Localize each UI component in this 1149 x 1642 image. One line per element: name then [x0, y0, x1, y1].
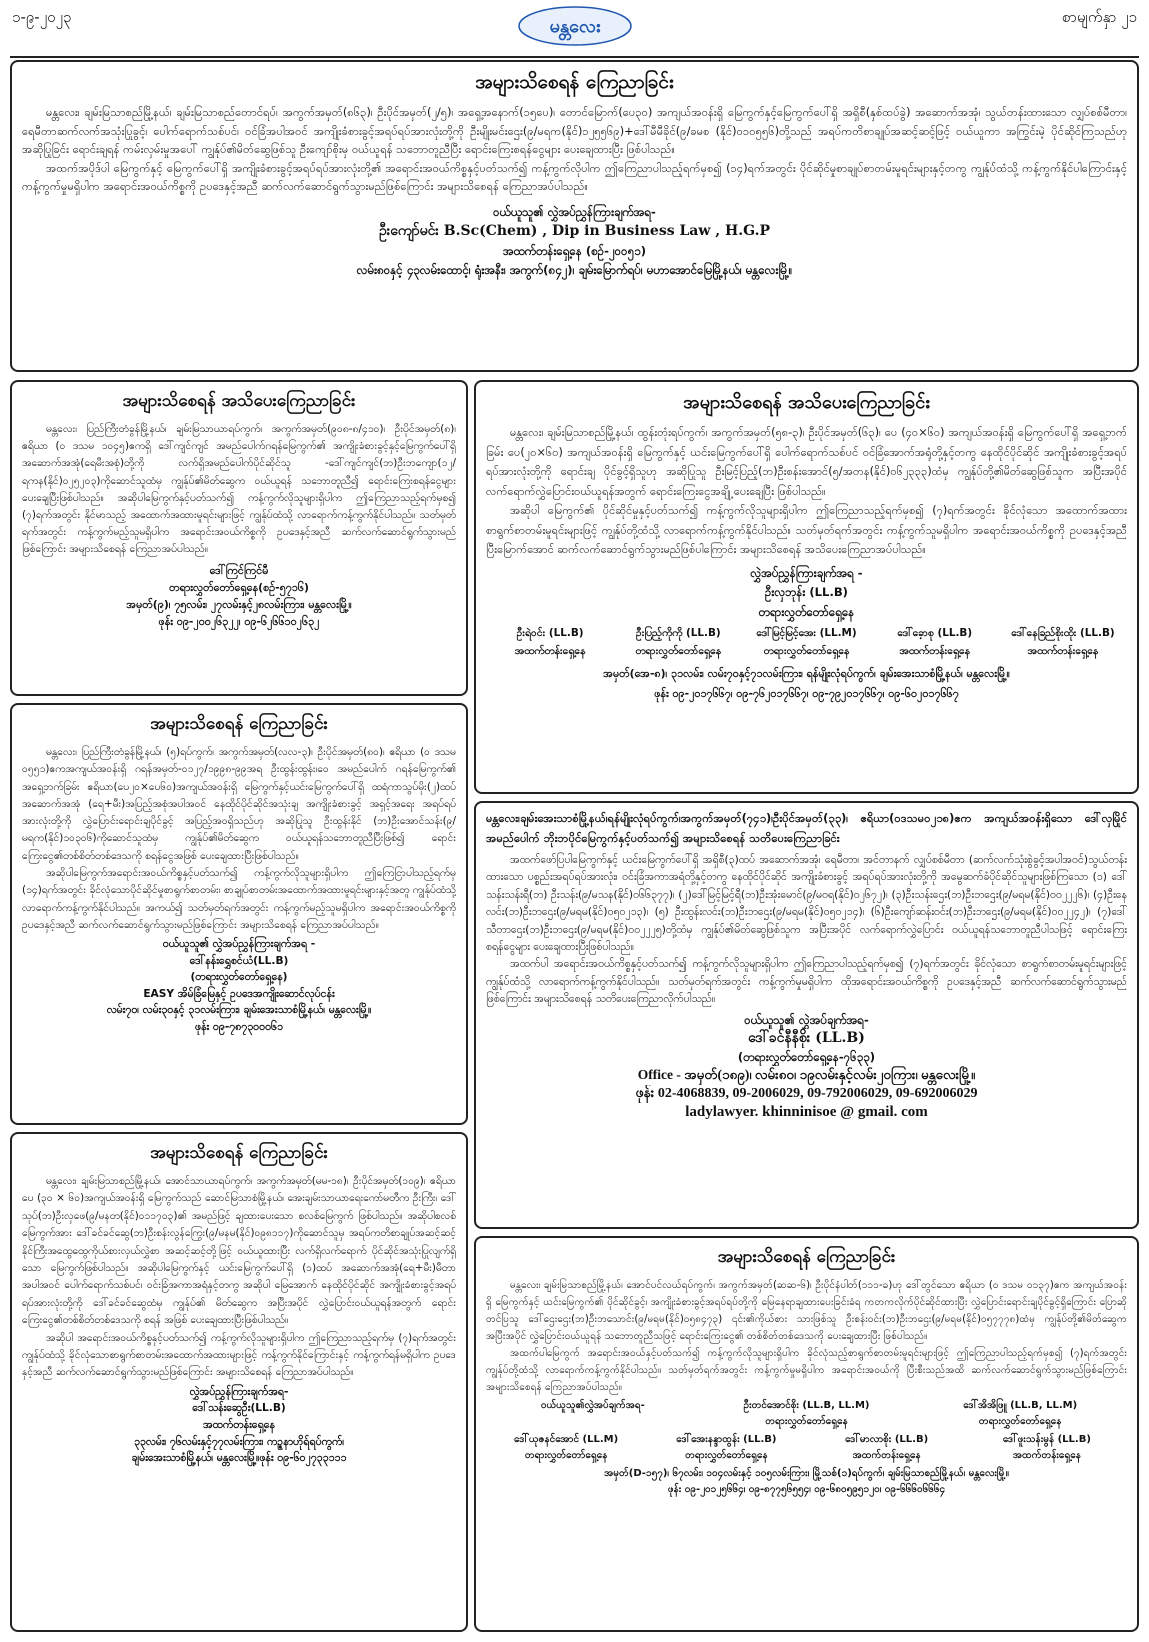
notice-paragraph: အထက်အပိုဒ်ပါ မြေကွက်နှင့် မြေကွက်ပေါ်ရှိ အကျိုးခံစားခွင့်အရပ်ရပ်အားလုံးတို့၏ အရောင်းအဝယ်ကိစ္စနှင့်ပတ်သက်၍ ကန့်ကွက်လိုပါက ဤကြေညာပါသည့်ရက်မှစ၍ (၁၄)ရက်အတွင်း ပိုင်ဆိုင်မှုစာချုပ်စာတမ်းမူရင်းများနှင့်တကွ ကျွန်ုပ်ထံသို့ ကန့်ကွက်နိုင်ပါကြောင်းနှင့် ကန့်ကွက်မှုမရှိပါက အရောင်းအဝယ်ကိစ္စကို ဥပဒေနှင့်အညီ ဆက်လက်ဆောင်ရွက်သွားမည်ဖြစ်ကြောင်း အများသိစေရန် ကြေညာအပ်ပါသည်။ — [22, 161, 1127, 194]
signature-line: လွှဲအပ်ညွှန်ကြားချက်အရ- — [189, 1385, 289, 1398]
notice-box-7 — [10, 1132, 468, 1632]
notice-paragraph: အထက်ဖော်ပြပါမြေကွက်နှင့် ယင်းမြေကွက်ပေါ်ရှိ အရှိစီ(၃)ထပ် အဆောက်အအုံ၊ ရေမီတာ၊ အင်တာနက် လျှပ်စစ်မီတာ (ဆက်လက်သုံးစွဲခွင့်အပါအဝင်)သွယ်တန်းထားသော ပစ္စည်းအရပ်ရပ်အားလုံး၊ ဝင်းခြံအကာအရံတို့နှင့်တကွ နေထိုင်ပိုင်ဆိုင် အကျိုးခံစားခွင့် အရပ်ရပ်အားလုံးတို့ကို အမွေဆက်ခံပိုင်ဆိုင်သူများဖြစ်ကြသော (၁) ဒေါ်သန်းသန်းရီ(ဘ) ဦးသန်း(၉/မသန(နိုင်)၀၆၆၃၇၇)၊ (၂)ဒေါ်မြင့်မြင့်ရီ(ဘ)ဦးအုံးမောင်(၉/မဝရ(နိုင်)၀၂၆၇၂)၊ (၃)ဦးသန်းဌေး(ဘ)ဦးဘဌေး(၉/မရမ(နိုင်)၀၀၂၂၂၆)၊ (၄)ဦးနေလင်း(ဘ)ဦးဘဌေး(၉/မရမ(နိုင်)၀၅၀၂၁၃)၊ (၅) ဦးထွန်းလင်း(ဘ)ဦးဘဌေး(၉/မရမ(နိုင်)၀၅၀၂၁၄)၊ (၆)ဦးကျော်ဆန်းဝင်း(ဘ)ဦးဘဌေး(၉/မရမ(နိုင်)၀၀၂၂၄၂)၊ (၇)ဒေါ်သီတာဌေး(ဘ)ဦးဘဌေး(၉/မရမ(နိုင်)၀၀၂၂၂၅)တို့ထံမှ ကျွန်ုပ်၏မိတ်ဆွေဖြစ်သူက အပြီးအပိုင် လက်ရောက်လွှဲပြောင်း ဝယ်ယူရန်သဘောတူညီပါသဖြင့် ရောင်းကြေးစရန်ငွေများ ပေးချေထားပြီးဖြစ်ပါသည်။ — [486, 854, 1127, 954]
notice-title: အများသိစေရန် ကြေညာခြင်း — [150, 1143, 328, 1163]
notice-paragraph: မန္တလေး၊ ချမ်းမြသာစည်မြို့နယ်၊ ချမ်းမြသာစည်တောင်ရပ်၊ အကွက်အမှတ်(၈၆၃)၊ ဦးပိုင်အမှတ်(၂/၅)၊ အရှေ့အနောက်(၁၅ပေ)၊ တောင်မြောက်(ပေ၃၀) အကျယ်အဝန်းရှိ မြေကွက်နှင့်မြေကွက်ပေါ်ရှိ အရှိစီ(နှစ်ထပ်ခွဲ) အဆောက်အအုံ၊ သွယ်တန်းထားသော လျှပ်စစ်မီတာ၊ ရေမီတာဆက်လက်အသုံးပြုခွင့်၊ ပေါက်ရောက်သစ်ပင်၊ ဝင်ခြံအပါအဝင် အကျိုးခံစားခွင့်အရပ်ရပ်အားလုံးတို့ကို ဦးမျိုးမင်းဌေး(၉/မရက(နိုင်)၁၂၅၅၆၉)+ဒေါ်မီမီခိုင်(၉/ခမစ (နိုင်)၀၁၀၅၅၆)တို့သည် အရပ်ကတိစာချုပ်အဆင့်ဆင့်ဖြင့် ဝယ်ယူကာ အကြွင်းမဲ့ ပိုင်ဆိုင်ကြသည်ဟု အဆိုပြုခြင်း ရောင်းချရန် ကမ်းလှမ်းမှုအပေါ် ကျွန်ုပ်၏မိတ်ဆွေဖြစ်သူ ဦးကျော်စိုးမှ ဝယ်ယူရန် သဘောတူညီပြီး ရောင်းကြေးစရန်ငွေများ ပေးချေထားပြီး ဖြစ်ပါသည်။ — [22, 106, 1127, 157]
lawyer-role: တရားလွှတ်တော်ရှေ့နေ — [978, 1416, 1062, 1427]
lawyer-entry — [871, 624, 999, 660]
lawyer-role: အထက်တန်းရှေ့နေ — [1027, 645, 1099, 657]
issue-date: ၁-၉-၂၀၂၃ — [12, 8, 72, 26]
lawyer-entry — [486, 624, 614, 660]
lawyer-phone: ဖုန်း ၀၉-၂၀၁၂၅၆၆၄၊ ၀၉-၈၇၇၅၆၅၅၄၊ ၀၉-၆၈၀၅၉၅၁၂၀၊ ၀၉-၆၆၆၀၆၆၆၄ — [667, 1484, 946, 1495]
lawyer-entry — [486, 1432, 646, 1464]
signature-line: ဝယ်ယူသူ၏ လွှဲအပ်ညွှန်ကြားချက်အရ - — [162, 938, 316, 951]
notice-paragraph: မန္တလေး၊ ချမ်းမြသာစည်မြို့နယ်၊ အောင်ပင်လယ်ရပ်ကွက်၊ အကွက်အမှတ်(ဆဆ-၆)၊ ဦးပိုင်နံပါတ်(၁၁၁-ခ)ဟု ဒေါ်တွင်သော ဧရိယာ (၀ ဒသမ ၀၁၃၇)ဧက အကျယ်အဝန်းရှိ မြေကွက်နှင့် ယင်းမြေကွက်၏ ပိုင်ဆိုင်ခွင့်၊ အကျိုးခံစားခွင့်အရပ်ရပ်တို့ကို မြေနေရာချထားပေးခြင်းခံရ ကတကလိုက်ပိုင်ဆိုင်ထားပြီး လွှဲပြောင်းရောင်းချပိုင်ခွင့်ရှိကြောင်း ပြောဆိုတင်ပြသူ ဒေါ်ဌေးဌေး(ဘ)ဦးဘသောင်း(၉/မရမ(နိုင်)၀၅၈၄၇၃) ၎င်း၏ကိုယ်စား သားဖြစ်သူ ဦးစန်းဝင်း(ဘ)ဦးဘဌေး(၉/မရမ(နိုင်)၀၅၇၇၇၈)ထံမှ ကျွန်ုပ်တို့၏မိတ်ဆွေက အပြီးအပိုင် လွှဲပြောင်းဝယ်ယူရန် သဘောတူညီသဖြင့် ရောင်းကြေးငွေ၏ တစ်စိတ်တစ်ဒေသကို ပေးချေထားပြီး ဖြစ်ပါသည်။ — [486, 1280, 1127, 1342]
lawyer-list — [486, 1398, 1127, 1430]
lawyer-address: အမှတ်(အေ-၈)၊ ၃၁လမ်း၊ လမ်း၇၀နှင့်၇၁လမ်းကြား၊ ရန်မျိုးလုံရပ်ကွက်၊ ချမ်းအေးသာစံမြို့နယ်၊ မန္တလေးမြို့။ — [603, 667, 1010, 680]
lawyer-address: အမှတ်(D-၁၅၇)၊ ၆၇လမ်း၊ ၁၀၄လမ်းနှင့် ၁၀၅လမ်းကြား၊ မြို့သစ်(၁)ရပ်ကွက်၊ ချမ်းမြသာစည်မြို့နယ်၊ မန္တလေးမြို့။ — [604, 1468, 1009, 1479]
lawyer-name: ဒေါ်မြင့်မြင့်အေး (LL.M) — [756, 627, 857, 639]
notice-signature-tail — [486, 664, 1127, 703]
signature-line: တရားလွှတ်တော်ရှေ့နေ(စဉ်-၅၇၁၆) — [169, 580, 309, 594]
lawyer-name: ဒေါ်ခေ့ာစု (LL.B) — [897, 627, 973, 639]
notice-title: အများသိစေရန် ကြေညာခြင်း — [150, 714, 328, 734]
notice-body — [22, 104, 1127, 197]
lawyer-role: တရားလွှတ်တော်ရှေ့နေ — [685, 1450, 768, 1461]
notice-box-3 — [474, 380, 1139, 794]
notice-signature — [22, 562, 456, 630]
notice-body — [22, 421, 456, 559]
lawyer-entry — [742, 624, 870, 660]
lawyer-entry — [807, 1432, 967, 1464]
lawyer-phone: ဖုန်း ၀၉-၂၀၀၂၆၃၂၂၊ ၀၉-၆၂၆၆၁၀၂၆၃၂ — [158, 614, 320, 628]
lawyer-list — [486, 624, 1127, 660]
notice-paragraph: အထက်ပါမြေကွက် အရောင်းအဝယ်နှင့်ပတ်သက်၍ ကန့်ကွက်လိုသူများရှိပါက ခိုင်လုံသည့်စာရွက်စာတမ်းမူရင်းများဖြင့် ဤကြေညာပါသည့်ရက်မှစ၍ (၇)ရက်အတွင်း ကျွန်ုပ်တို့ထံသို့ လာရောက်ကန့်ကွက်နိုင်ပါသည်။ သတ်မှတ်ရက်အတွင်း ကန့်ကွက်မှုမရှိပါက အရောင်းအဝယ်ကို ပြီးစီးသည်အထိ ဆက်လက်ဆောင်ရွက်သွားမည်ဖြစ်ကြောင်း အများသိစေရန် ကြေညာအပ်ပါသည်။ — [486, 1348, 1127, 1393]
lawyer-name: ဦးလှဘုန်း (LL.B) — [764, 585, 848, 599]
lawyer-name: ဒေါ်ကြင်ကြင်မီ — [209, 563, 269, 577]
signature-line: လွှဲအပ်ညွှန်ကြားချက်အရ - — [750, 565, 863, 580]
lawyer-name: ဒေါ်အိအိဖြူ (LL.B, LL.M) — [963, 1400, 1078, 1411]
lawyer-phone: ချမ်းအေးသာစံမြို့နယ်၊ မန္တလေးမြို့။ဖုန်း ၀၉-၆၀၂၇၃၃၁၁၁ — [131, 1452, 347, 1465]
signature-line: အထက်တန်းရှေ့နေ — [202, 1419, 276, 1432]
lawyer-name: ဒေါ်နေခြည်စိုးထိုး (LL.B) — [1011, 627, 1115, 639]
notice-title: အများသိစေရန် ကြေညာခြင်း — [475, 71, 674, 93]
notice-title: မန္တလေး၊ချမ်းအေးသာစံမြို့နယ်၊ရန်မျိုးလုံရပ်ကွက်၊အကွက်အမှတ်(၇၄၁)၊ဦးပိုင်အမှတ်(၃၃)၊ ဧရိယာ(၀ဒသမ၀၂၁၈)ဧက အကျယ်အဝန်းရှိသော ဒေါ်လှမြိုင် အမည်ပေါက် ဘိုးဘပိုင်မြေကွက်နှင့်ပတ်သက်၍ အများသိစေရန် သတိပေးကြေညာခြင်း — [486, 811, 1127, 845]
lawyer-entry — [967, 1432, 1127, 1464]
lawyer-name: ဒေါ်နန်းရွှေစင်ယံ(LL.B) — [189, 954, 289, 967]
lawyer-entry — [614, 624, 742, 660]
lawyer-address: Office - အမှတ်(၁၈၉)၊ လမ်း၈၀၊ ၁၉လမ်းနှင့်လမ်း၂၀ကြား၊ မန္တလေးမြို့။ — [637, 1067, 976, 1083]
notice-body — [486, 852, 1127, 1009]
lawyer-name: ဦးကျော်မင်း B.Sc(Chem) , Dip in Business Law , H.G.P — [378, 223, 770, 240]
lawyer-address: လမ်း၇၀၊ လမ်း၃၀နှင့် ၃၁လမ်းကြား၊ ချမ်းအေးသာစံမြို့နယ်၊ မန္တလေးမြို့။ — [106, 1004, 372, 1017]
signature-line: ဝယ်ယူသူ၏ လွှဲအပ်ညွှန်ကြားချက်အရ- — [493, 204, 656, 219]
signature-line: တရားလွှတ်တော်ရှေ့နေ — [758, 604, 855, 619]
notice-paragraph: မန္တလေး၊ ချမ်းမြသာစည်မြို့နယ်၊ အောင်သာယာရပ်ကွက်၊ အကွက်အမှတ်(မမ-၁၈)၊ ဦးပိုင်အမှတ်(၁၀၉)၊ ဧရိယာ ပေ (၃၀ × ၆၀)အကျယ်အဝန်းရှိ မြေကွက်သည် ဆောင်မြသာစံမြို့နယ်၊ အေးချမ်းသာယာရေးကော်မတီက ဦးကြီး၊ ဒေါ်သုပ်(ဘ)ဦးလှဖေ(၉/မနတ(နိုင်)၀၁၁၇၀၃)၏ အမည်ဖြင့် ချထားပေးသော စလစ်မြေကွက် ဖြစ်ပါသည်။ အဆိုပါစလစ်မြေကွက်အား ဒေါ်ခင်ခင်ဆွေ(ဘ)ဦးစန်းလွန်ကြွေး(၉/မနမ(နိုင်)၀၉၈၁၁၇)ကိုဆောင်သူမှ အရပ်ကတိစာချုပ်အဆင့်ဆင့် နိုင်ကြီးအထွေထွေကိုယ်စားလှယ်လွှဲစာ အဆင့်ဆင့်တို့ဖြင့် ဝယ်ယူထားပြီး လက်ရှိလက်ရောက် ပိုင်ဆိုင်အသုံးပြုလျက်ရှိသော မြေကွက်ဖြစ်ပါသည်။ အဆိုပါမြေကွက်နှင့် ယင်းမြေကွက်ပေါ်ရှိ (၁)ထပ် အဆောက်အအုံ(ရေ+မီး)မီတာအပါအဝင် ပေါက်ရောက်သစ်ပင်၊ ဝင်းခြံအကာအရံနှင့်တကွ အဆိုပါ မြေအောက် နေထိုင်ပိုင်ဆိုင် အကျိုးခံစားခွင့်အရပ်ရပ်အားလုံးတို့ကို ဒေါ်ခင်ခင်ဆွေထံမှ ကျွန်ုပ်၏ မိတ်ဆွေက အပြီးအပိုင် လွှဲပြောင်းဝယ်ယူရန်အတွက် ရောင်းကြေးငွေ၏တစ်စိတ်တစ်ဒေသကို စရန် အဖြစ် ပေးချေထားပြီးဖြစ်ပါသည်။ — [22, 1175, 456, 1327]
notice-signature — [22, 936, 456, 1035]
notice-box-1 — [10, 60, 1139, 372]
lawyer-role: အထက်တန်းရှေ့နေ — [899, 645, 971, 657]
notice-signature — [486, 564, 1127, 623]
signature-line: (တရားလွှတ်တော်ရှေ့နေ-၇၆၃၃) — [737, 1049, 876, 1064]
notice-signature-tail — [486, 1466, 1127, 1498]
signature-line: ဝယ်ယူသူ၏လွှဲအပ်ချက်အရ- — [540, 1400, 645, 1411]
business-name: EASY အိမ်ခြံမြေနှင့် ဥပဒေအကျိုးဆောင်လုပ်ငန်း — [143, 987, 335, 1000]
notice-signature — [22, 1384, 456, 1467]
lawyer-address: အမှတ်(၉)၊ ၇၅လမ်း၊ ၂၇လမ်းနှင့်၂၈လမ်းကြား၊ မန္တလေးမြို့။ — [126, 597, 352, 611]
newspaper-logo — [515, 2, 635, 48]
lawyer-name: ဒေါ်ခင်နီနီစိုး (LL.B) — [748, 1030, 865, 1047]
lawyer-role: တရားလွှတ်တော်ရှေ့နေ — [635, 645, 722, 657]
lawyer-entry — [999, 624, 1127, 660]
notice-signature — [22, 203, 1127, 281]
notice-body — [22, 744, 456, 934]
notice-signature — [486, 1011, 1127, 1122]
lawyer-phone: ဖုန်း ၀၉-၇၈၇၃၀၀၀၆၁ — [195, 1020, 283, 1033]
svg-text:မန္တလေး: မန္တလေး — [549, 16, 601, 37]
page-header — [10, 0, 1139, 58]
lawyer-phone: ဖုန်း 02-4068839, 09-2006029, 09-792006029, 09-692006029 — [635, 1085, 978, 1101]
notice-paragraph: မန္တလေး၊ ချမ်းမြသာစည်မြို့နယ်၊ ထွန်းတုံးရပ်ကွက်၊ အကွက်အမှတ်(၅၈-၃)၊ ဦးပိုင်အမှတ်(၆၃)၊ ပေ (၄၀×၆၀) အကျယ်အဝန်းရှိ မြေကွက်ပေါ်ရှိ အရှေ့ဘက်ခြမ်း ပေ(၂၀×၆၀) အကျယ်အဝန်းရှိ မြေကွက်နှင့် ယင်းမြေကွက်ပေါ်ရှိ ပေါက်ရောက်သစ်ပင် ဝင်ခြံအောက်အရုံတို့နှင့်တကွ နေထိုင်ပိုင်ဆိုင် အကျိုးခံစားခွင့်အရပ်ရပ်အားလုံးတို့ကို ရောင်းချ ပိုင်ခွင့်ရှိသူဟု အဆိုပြုသူ ဦးမြင့်ပြည့်(ဘ)ဦးစန်းအောင်(၅/အတန(နိုင်)၀၆၂၃၃၃)ထံမှ ကျွန်ုပ်တို့၏မိတ်ဆွေဖြစ်သူက အပြီးအပိုင် လက်ရောက်လွှဲပြောင်းဝယ်ယူရန်အတွက် ရောင်းကြေးငွေအချို့ ပေးချေပြီး ဖြစ်ပါသည်။ — [486, 426, 1127, 498]
page-number: စာမျက်နှာ ၂၁ — [1062, 8, 1137, 26]
lawyer-phone: ဖုန်း ၀၉-၂၀၁၇၆၆၇၊ ၀၉-၇၆၂၀၁၇၆၆၇၊ ၀၉-၇၉၂၀၁၇၆၆၇၊ ၀၉-၆၀၂၀၁၇၆၆၇ — [654, 686, 959, 700]
notice-body — [486, 1277, 1127, 1396]
lawyer-name: ဒေါ်ယုဇနင်အောင် (LL.M) — [514, 1434, 619, 1445]
notice-paragraph: မန္တလေး၊ ပြည်ကြီးတံခွန်မြို့နယ်၊ ချမ်းမြသာယာရပ်ကွက်၊ အကွက်အမှတ်(၉၀၈-၈/၄၁၀)၊ ဦးပိုင်အမှတ်(၈)၊ ဧရိယာ (၀ ဒသမ ၁၀၄၅)ဧကရှိ ဒေါ်ကျင်ကျင် အမည်ပေါက်ဂရန်မြေကွက်၏ အကျိုးခံစားခွင့်နှင့်မြေကွက်ပေါ်ရှိ အဆောက်အအုံ(ရေမီးအစုံ)တို့ကို လက်ရှိအမည်ပေါက်ပိုင်ဆိုင်သူ -ဒေါ်ကျင်ကျင်(ဘ)ဦးဘကျော(၁၂/ရကန(နိုင်)၀၂၅၂၀၃)ကိုဆောင်သူထံမှ ကျွန်ုပ်၏မိတ်ဆွေက ဝယ်ယူရန် သဘောတူညီ၍ ရောင်းကြေးစရန်ငွေများ ပေးချေပြီးဖြစ်ပါသည်။ အဆိုပါမြေကွက်နှင့်ပတ်သက်၍ ကန့်ကွက်လိုသူများရှိပါက ဤကြေညာသည့်ရက်မှစ၍ (၇)ရက်အတွင်း နိုင်မာသည့် အထောက်အထားမူရင်းများဖြင့် ကျွန်ုပ်ထံသို့ လာရောက်ကန့်ကွက်နိုင်ပါသည်။ သတ်မှတ်ရက်အတွင်း ကန့်ကွက်မည့်သူမရှိပါက အရောင်းအဝယ်ကိစ္စကို ဥပဒေနှင့်အညီ ဆက်လက်ဆောင်ရွက်သွားမည်ဖြစ်ကြောင်း အများသိစေရန် ကြေညာအပ်ပါသည်။ — [22, 423, 456, 556]
lawyer-name: ဦးရဲဝင်း (LL.B) — [516, 627, 584, 639]
lawyer-list — [486, 1432, 1127, 1464]
lawyer-name: ဒေါ်မာလာစိုး (LL.B) — [845, 1434, 929, 1445]
lawyer-name: ဦးပြည့်ကိုကို (LL.B) — [635, 627, 721, 639]
lawyer-name: ဒေါ်အေးနန္ဒာထွန်း (LL.B) — [676, 1434, 777, 1445]
notice-body — [22, 1173, 456, 1382]
notice-paragraph: အဆိုပါမြေကွက်အရောင်းအဝယ်ကိစ္စနှင့်ပတ်သက်၍ ကန့်ကွက်လိုသူများရှိပါက ဤကြေငြာပါသည့်ရက်မှ (၁၄)ရက်အတွင်း ခိုင်လုံသောပိုင်ဆိုင်မှုစာရွက်စာတမ်း၊ စာချုပ်စာတမ်းအထောက်အထားမူရင်းများနှင့်အတူ ကျွန်ုပ်ထံသို့ လာရောက်ကန့်ကွက်နိုင်ပါသည်။ အကယ်၍ သတ်မှတ်ရက်အတွင်း ကန့်ကွက်မည့်သူမရှိပါက အရောင်းအဝယ်ကိစ္စကို ဥပဒေနှင့်အညီ ဆက်လက်ဆောင်ရွက်သွားမည်ဖြစ်ကြောင်း အများသိစေရန် ကြေညာအပ်ပါသည်။ — [22, 867, 456, 931]
signature-line: (တရားလွှတ်တော်ရှေ့နေ) — [190, 971, 288, 984]
notice-title: အများသိစေရန် အသိပေးကြေညာခြင်း — [683, 392, 930, 413]
lawyer-role: အထက်တန်းရှေ့နေ — [514, 645, 586, 657]
notice-paragraph: မန္တလေး၊ ပြည်ကြီးတံခွန်မြို့နယ်၊ (၅)ရပ်ကွက်၊ အကွက်အမှတ်(လလ-၃)၊ ဦးပိုင်အမှတ်(၈၀)၊ ဧရိယာ (၀ ဒသမ ၀၅၅၁)ဧကအကျယ်အဝန်းရှိ ဂရန်အမှတ်-၀၁၂၇/၁၉၉၈-၉၉အရ ဦးထွန်းထွန်း၊ဝေ အမည်ပေါက် ဂရန်မြေကွက်၏ အရှေ့ဘက်ခြမ်း ဧရိယာ(ပေ၂၀×ပေ၆၀)အကျယ်အဝန်းရှိ မြေကွက်နှင့်ယင်းမြေကွက်ပေါ်ရှိ ထရံကာသွပ်မိုး(၂)ထပ် အဆောက်အအုံ (ရေ+မီး)အပြည့်အစုံအပါအဝင် နေထိုင်ပိုင်ဆိုင်အသုံးချ အကျိုးခံစားခွင့် အရှင့်အရေး အရပ်ရပ်အားလုံးတို့ကို လွှဲပြောင်းရောင်းချပိုင်ခွင့် အပြည့်အဝရှိသည်ဟု အဆိုပြုသူ ဦးထွန်းနိုင် (ဘ)ဦးအောင်သန်း(၉/မရက(နိုင်)၁၀၃၀၆)ကိုဆောင်သူထံမှ ကျွန်ုပ်၏မိတ်ဆွေက ဝယ်ယူရန်သဘောတူညီပြီးဖြစ်၍ ရောင်းကြေးငွေ၏တစ်စိတ်တစ်ဒေသကို စရန်ငွေအဖြစ် ပေးချေထားပြီးဖြစ်ပါသည်။ — [22, 746, 456, 862]
notice-box-4 — [10, 703, 468, 1125]
lawyer-role: တရားလွှတ်တော်ရှေ့နေ — [763, 645, 850, 657]
lawyer-entry — [486, 1398, 700, 1430]
notice-title: အများသိစေရန် အသိပေးကြေညာခြင်း — [122, 391, 356, 411]
notice-title: အများသိစေရန် ကြေညာခြင်း — [717, 1247, 896, 1267]
lawyer-email: ladylawyer. khinninisoe @ gmail. com — [685, 1104, 928, 1121]
signature-line: အထက်တန်းရှေ့နေ (စဉ်-၂၀၀၅၁) — [502, 243, 647, 258]
lawyer-name: ဦးတင်အောင်စိုး (LL.B, LL.M) — [743, 1400, 870, 1411]
notice-box-5 — [474, 801, 1139, 1229]
notice-paragraph: အထက်ပါ အရောင်းအဝယ်ကိစ္စနှင့်ပတ်သက်၍ ကန့်ကွက်လိုသူများရှိပါက ဤကြေညာပါသည့်ရက်မှစ၍ (၇)ရက်အတွင်း ခိုင်လုံသော စာရွက်စာတမ်းမူရင်းများဖြင့် ကျွန်ုပ်ထံသို့ လာရောက်ကန့်ကွက်နိုင်ပါသည်။ သတ်မှတ်ရက်အတွင်း ကန့်ကွက်မှုမရှိပါက ထိုအရောင်းအဝယ်ကိစ္စကို ဥပဒေနှင့်အညီ ဆက်လက်ဆောင်ရွက်သွားမည်ဖြစ်ကြောင်း အများသိစေရန် သတိပေးကြေညာလိုက်ပါသည်။ — [486, 958, 1127, 1006]
notice-paragraph: အဆိုပါ အရောင်းအဝယ်ကိစ္စနှင့်ပတ်သက်၍ ကန့်ကွက်လိုသူများရှိပါက ဤကြေညာသည့်ရက်မှ (၇)ရက်အတွင်း ကျွန်ုပ်ထံသို့ ခိုင်လုံသောစာရွက်စာတမ်းအထောက်အထားများဖြင့် ကန့်ကွက်နိုင်ကြောင်းနှင့် ကန့်ကွက်ရန်မရှိပါက ဥပဒေနှင့်အညီ ဆက်လက်ဆောင်ရွက်သွားမည်ဖြစ်ကြောင်း အများသိစေရန် ကြေညာအပ်ပါသည်။ — [22, 1331, 456, 1379]
lawyer-address: ၃၃လမ်း၊ ၇၆လမ်းနှင့်၇၇လမ်းကြား၊ ကဥ္စနာဟိုရ်ရပ်ကွက်၊ — [133, 1435, 345, 1448]
lawyer-entry — [913, 1398, 1127, 1430]
signature-line: ဝယ်ယူသူ၏ လွှဲအပ်ချက်အရ- — [744, 1012, 869, 1027]
lawyer-role: တရားလွှတ်တော်ရှေ့နေ — [524, 1450, 608, 1461]
lawyer-entry — [646, 1432, 806, 1464]
notice-body — [486, 423, 1127, 560]
lawyer-entry — [700, 1398, 914, 1430]
notice-box-6 — [474, 1236, 1139, 1632]
lawyer-role: အထက်တန်းရှေ့နေ — [852, 1450, 921, 1461]
lawyer-role: တရားလွှတ်တော်ရှေ့နေ — [765, 1416, 848, 1427]
lawyer-name: ဒေါ်ဖူးသန်းမွန် (LL.B) — [1002, 1434, 1091, 1445]
lawyer-role: အထက်တန်းရှေ့နေ — [1012, 1450, 1081, 1461]
lawyer-address: လမ်း၈၀နှင့် ၄၃လမ်းထောင့်၊ ရုံးအနီး၊ အကွက်(၈၄၂)၊ ချမ်းမြောက်ရပ်၊ မဟာအောင်မြေမြို့နယ်၊ မန္တလေးမြို့။ — [356, 263, 793, 278]
lawyer-name: ဒေါ်သန်းဆွေဦး(LL.B) — [192, 1402, 286, 1415]
notice-box-2 — [10, 380, 468, 696]
notice-paragraph: အဆိုပါ မြေကွက်၏ ပိုင်ဆိုင်မှုနှင့်ပတ်သက်၍ ကန့်ကွက်လိုသူများရှိပါက ဤကြေညာသည့်ရက်မှစ၍ (၇)ရက်အတွင်း ခိုင်လုံသော အထောက်အထား စာရွက်စာတမ်းမူရင်းများဖြင့် ကျွန်ုပ်တို့ထံသို့ လာရောက်ကန့်ကွက်နိုင်ပါသည်။ သတ်မှတ်ရက်အတွင်း ကန့်ကွက်သူမရှိပါက အရောင်းအဝယ်ကိစ္စကို ဥပဒေနှင့်အညီ ပြီးမြောက်အောင် ဆက်လက်ဆောင်ရွက်သွားမည်ဖြစ်ပါကြောင်း အများသိစေရန် အသိပေးကြေညာအပ်ပါသည်။ — [486, 504, 1127, 556]
